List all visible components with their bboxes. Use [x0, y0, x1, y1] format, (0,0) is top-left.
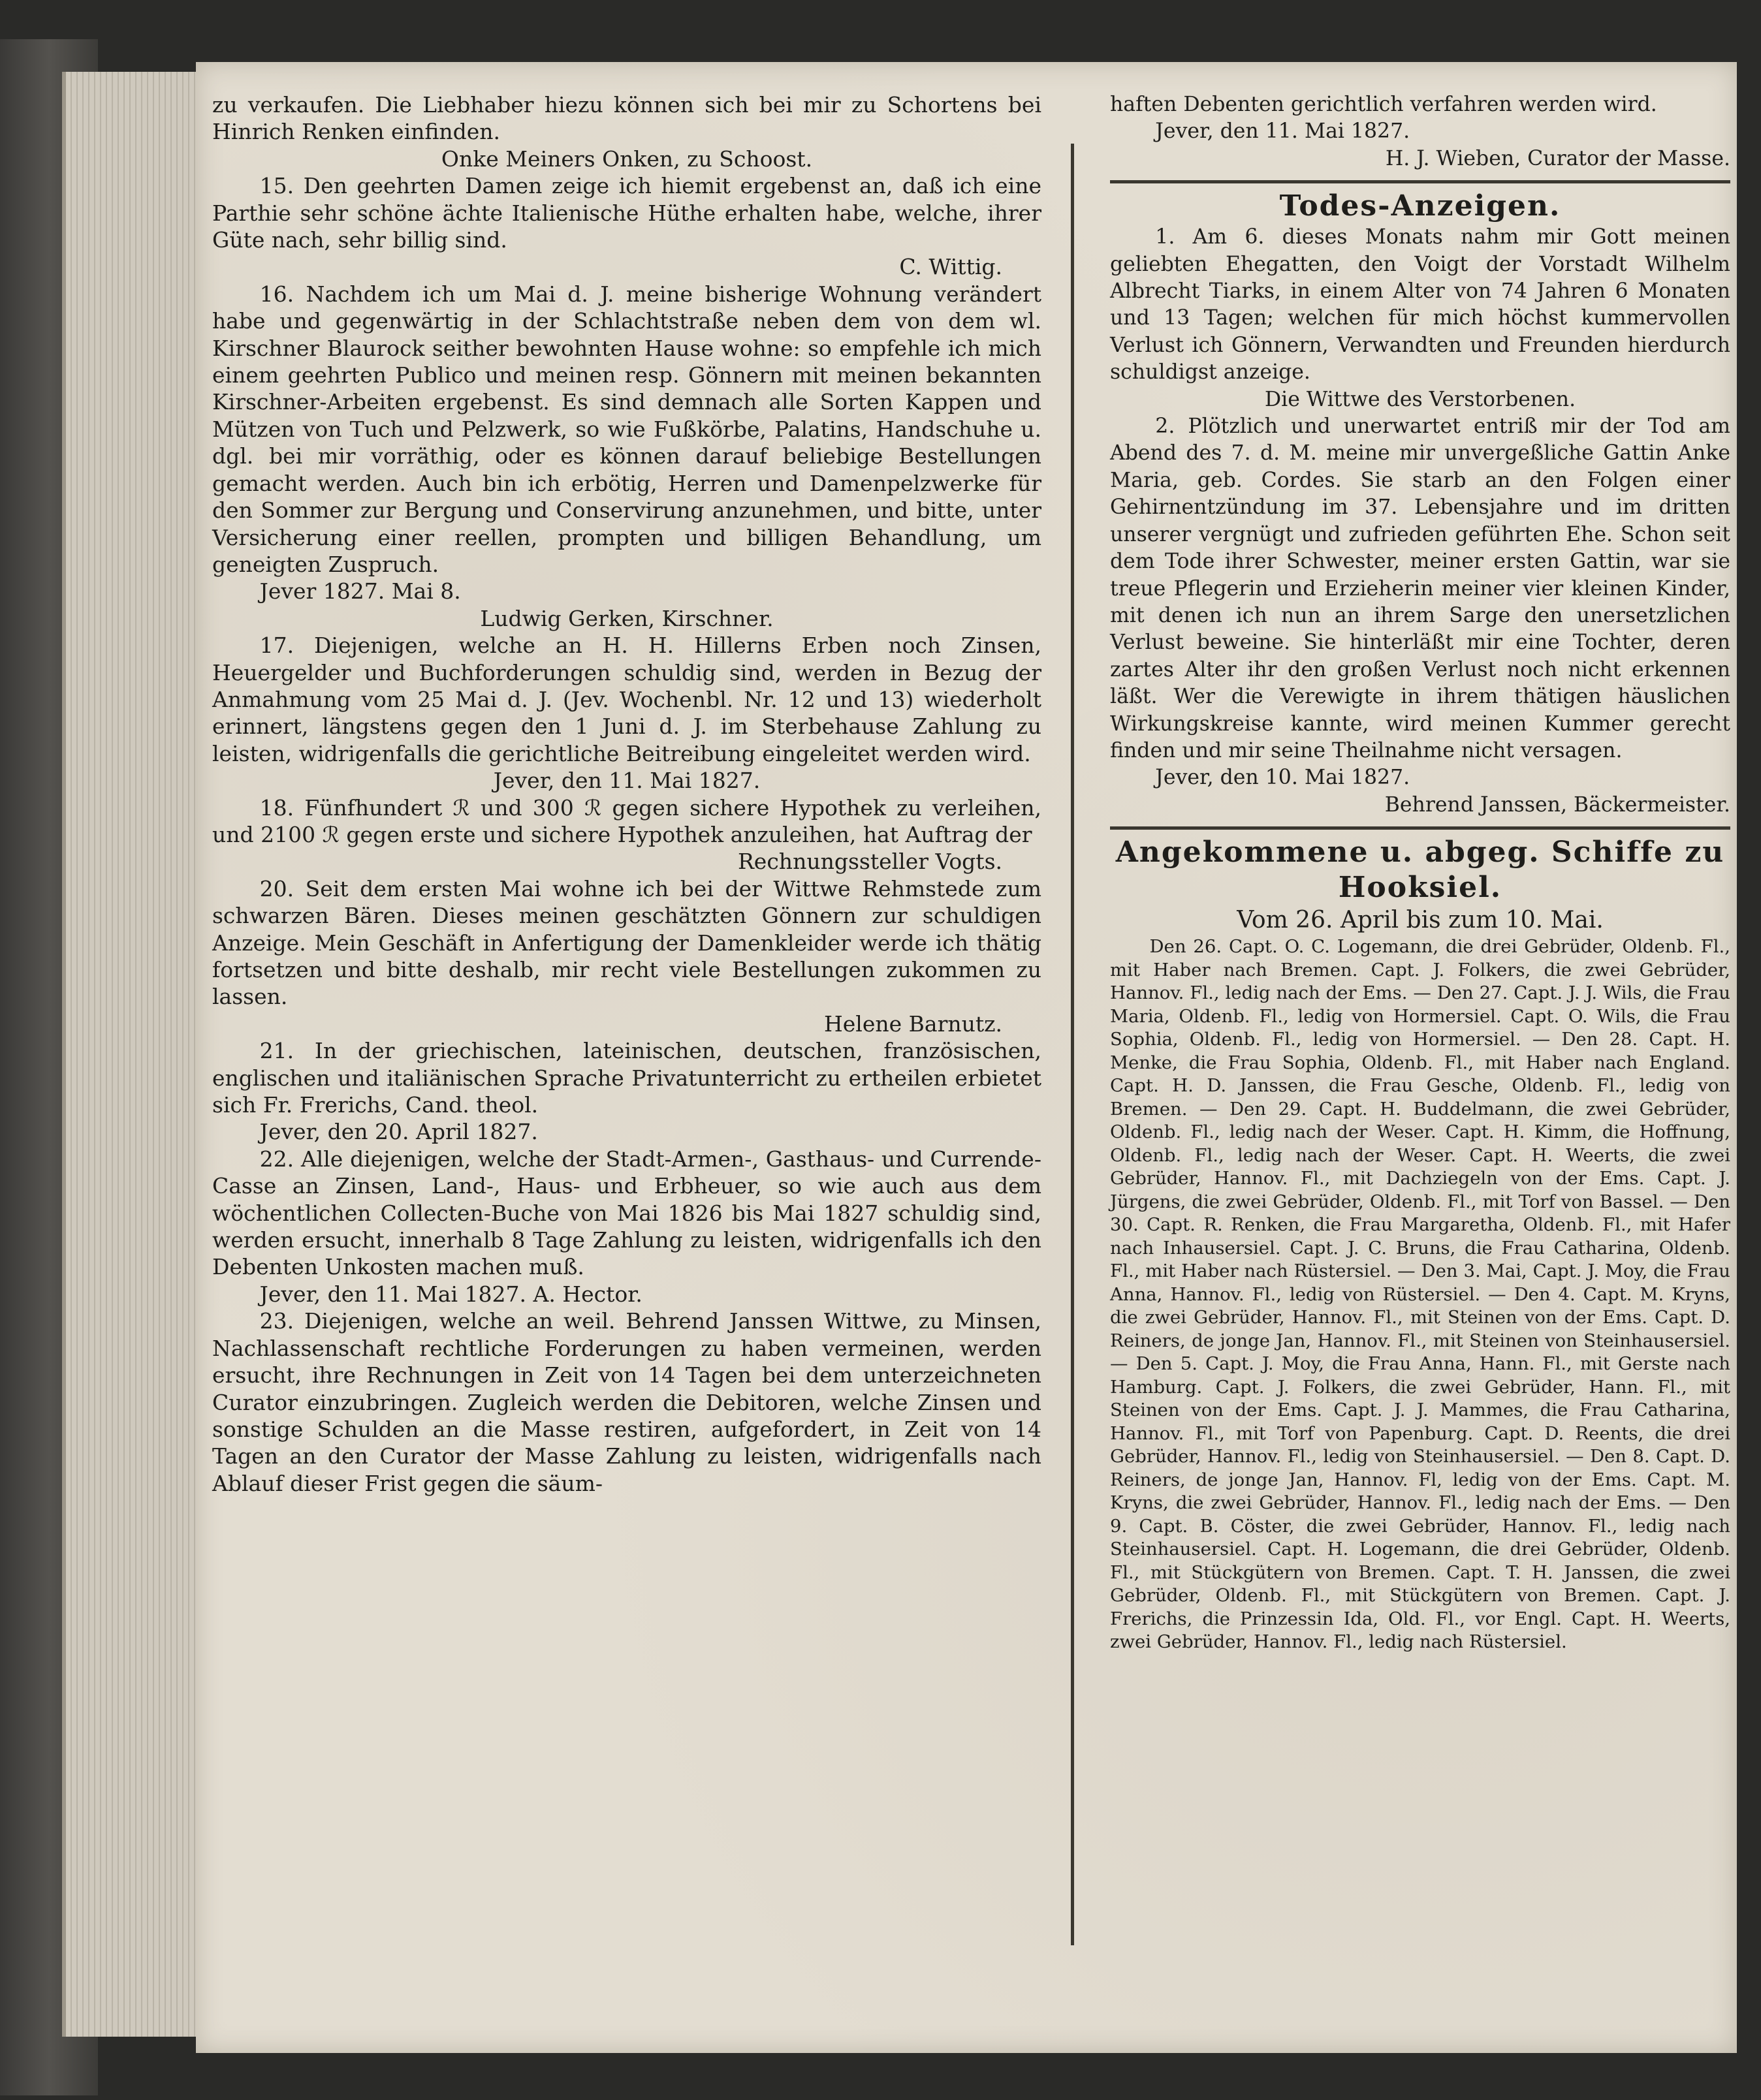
entry-23: 23. Diejenigen, welche an weil. Behrend Janssen Wittwe, zu Minsen, Nachlassenschaft rechtliche Forderungen zu haben vermeinen, werden ersucht, ihre Rechnungen in Zeit von 14 Tagen bei dem unterzeichneten Curator einzubringen. Zugleich werden die Debitoren, welche Zinsen und sonstige Schulden an die Masse restiren, aufgefordert, in Zeit von 14 Tagen an den Curator der Masse Zahlung zu leisten, widrigenfalls nach Ablauf dieser Frist gegen die säum- — [212, 1308, 1041, 1496]
page-stack-edges — [62, 72, 206, 2037]
signature: H. J. Wieben, Curator der Masse. — [1385, 146, 1730, 170]
signature: Rechnungssteller Vogts. — [737, 849, 1002, 875]
entry-22: 22. Alle diejenigen, welche der Stadt-Armen-, Gasthaus- und Currende-Casse an Zinsen, Land-, Haus- und Erbheuer, so wie auch aus dem wöchentlichen Collecten-Buche von Mai 1826 bis Mai 1827 schuldig sind, werden ersucht, innerhalb 8 Tage Zahlung zu leisten, widrigenfalls ich den Debenten Unkosten machen muß. — [212, 1146, 1041, 1280]
signature: C. Wittig. — [899, 254, 1002, 280]
ship-list: Den 26. Capt. O. C. Logemann, die drei Gebrüder, Oldenb. Fl., mit Haber nach Bremen. Capt. J. Folkers, die zwei Gebrüder, Hannov. Fl., ledig nach der Ems. — Den 27. Capt. J. J. Wils, die Frau Maria, Oldenb. Fl., ledig von Hormersiel. Capt. O. Wils, die Frau Sophia, Oldenb. Fl., ledig von Hormersiel. — Den 28. Capt. H. Menke, die Frau Sophia, Oldenb. Fl., mit Haber nach England. Capt. H. D. Janssen, die Frau Gesche, Oldenb. Fl., ledig von Bremen. — Den 29. Capt. H. Buddelmann, die zwei Gebrüder, Oldenb. Fl., ledig nach der Weser. Capt. H. Kimm, die Hoffnung, Oldenb. Fl., ledig nach der Weser. Capt. H. Weerts, die zwei Gebrüder, Hannov. Fl., mit Dachziegeln von der Ems. Capt. J. Jürgens, die zwei Gebrüder, Oldenb. Fl., mit Torf von Bassel. — Den 30. Capt. R. Renken, die Frau Margaretha, Oldenb. Fl., mit Hafer nach Inhausersiel. Capt. J. C. Bruns, die Frau Catharina, Oldenb. Fl., mit Haber nach Rüstersiel. — Den 3. Mai, Capt. J. Moy, die Frau Anna, Hannov. Fl., ledig von Rüstersiel. — Den 4. Capt. M. Kryns, die zwei Gebrüder, Hannov. Fl., mit Steinen von der Ems. Capt. D. Reiners, de jonge Jan, Hannov. Fl., mit Steinen von Steinhausersiel. — Den 5. Capt. J. Moy, die Frau Anna, Hann. Fl., mit Gerste nach Hamburg. Capt. J. Folkers, die zwei Gebrüder, Hann. Fl., mit Steinen von der Ems. Capt. J. J. Mammes, die Frau Catharina, Hannov. Fl., mit Torf von Papenburg. Capt. D. Reents, die drei Gebrüder, Hannov. Fl., ledig von Steinhausersiel. — Den 8. Capt. D. Reiners, de jonge Jan, Hannov. Fl, ledig von der Ems. Capt. M. Kryns, die zwei Gebrüder, Hannov. Fl., ledig nach der Ems. — Den 9. Capt. B. Cöster, die zwei Gebrüder, Hannov. Fl., ledig nach Steinhausersiel. Capt. H. Logemann, die drei Gebrüder, Oldenb. Fl., mit Stückgütern von Bremen. Capt. T. H. Janssen, die zwei Gebrüder, Oldenb. Fl., mit Stückgütern von Bremen. Capt. J. Frerichs, die Prinzessin Ida, Old. Fl., vor Engl. Capt. H. Weerts, zwei Gebrüder, Hannov. Fl., ledig nach Rüstersiel. — [1110, 936, 1730, 1653]
entry-16: 16. Nachdem ich um Mai d. J. meine bisherige Wohnung verändert habe und gegenwärtig in der Schlachtstraße neben dem von dem wl. Kirschner Blaurock seither bewohnten Hause wohne: so empfehle ich mich einem geehrten Publico und meinen resp. Gönnern mit meinen bekannten Kirschner-Arbeiten ergebenst. Es sind demnach alle Sorten Kappen und Mützen von Tuch und Pelzwerk, so wie Fußkörbe, Palatins, Handschuhe u. dgl. bei mir vorräthig, oder es können darauf beliebige Bestellungen gemacht werden. Auch bin ich erbötig, Herren und Damenpelzwerke für den Sommer zur Bergung und Conservirung anzunehmen, und bitte, unter Versicherung einer reellen, prompten und billigen Behandlung, um geneigten Zuspruch. — [212, 281, 1041, 577]
dateline: Jever, den 11. Mai 1827. — [1155, 119, 1410, 144]
dateline: Jever 1827. Mai 8. — [259, 578, 461, 604]
right-column — [1110, 91, 1730, 1654]
left-column — [212, 91, 1041, 1497]
section-subheading: Vom 26. April bis zum 10. Mai. — [1237, 907, 1604, 934]
dateline: Jever, den 11. Mai 1827. — [493, 768, 761, 794]
signature: Behrend Janssen, Bäckermeister. — [1384, 792, 1730, 817]
section-heading: Angekommene u. abgeg. Schiffe zu Hooksiel. — [1115, 836, 1725, 905]
entry-15: 15. Den geehrten Damen zeige ich hiemit ergebenst an, daß ich eine Parthie sehr schöne ächte Italienische Hüthe erhalten habe, welche, ihrer Güte nach, sehr billig sind. — [212, 173, 1041, 253]
entry-18: 18. Fünfhundert ℛ und 300 ℛ gegen sichere Hypothek zu verleihen, und 2100 ℛ gegen erste und sichere Hypothek anzuleihen, hat Auftrag der — [212, 794, 1041, 847]
entry-17: 17. Diejenigen, welche an H. H. Hillerns Erben noch Zinsen, Heuergelder und Buchforderungen schuldig sind, werden in Bezug der Anmahmung vom 25 Mai d. J. (Jev. Wochenbl. Nr. 12 und 13) wiederholt erinnert, längstens gegen den 1 Juni d. J. im Sterbehause Zahlung zu leisten, widrigenfalls die gerichtliche Beitreibung eingeleitet werden wird. — [212, 633, 1041, 766]
dateline-signature: Jever, den 11. Mai 1827. A. Hector. — [259, 1281, 643, 1307]
dateline: Jever, den 20. April 1827. — [259, 1119, 538, 1145]
column-divider — [1071, 144, 1074, 1945]
entry-21: 21. In der griechischen, lateinischen, deutschen, französischen, englischen und italiänischen Sprache Privatunterricht zu ertheilen erbietet sich Fr. Frerichs, Cand. theol. — [212, 1038, 1041, 1118]
death-notice-2: 2. Plötzlich und unerwartet entriß mir der Tod am Abend des 7. d. M. meine mir unvergeßliche Gattin Anke Maria, geb. Cordes. Sie starb an den Folgen einer Gehirnentzündung im 37. Lebensjahre und im dritten unserer vergnügt und zufrieden geführten Ehe. Schon seit dem Tode ihrer Schwester, meiner ersten Gattin, war sie treue Pflegerin und Erzieherin meiner vier kleinen Kinder, mit denen ich nun an ihrem Sarge den unersetzlichen Verlust beweine. Sie hinterläßt mir eine Tochter, deren zartes Alter ihr den großen Verlust noch nicht erkennen läßt. Wer die Verewigte in ihrem thätigen häuslichen Wirkungskreise kannte, wird meinen Kummer gerecht finden und mir seine Theilnahme nicht versagen. — [1110, 415, 1730, 762]
entry-continuation: haften Debenten gerichtlich verfahren werden wird. — [1110, 93, 1657, 116]
dateline: Jever, den 10. Mai 1827. — [1155, 766, 1410, 790]
signature: Helene Barnutz. — [823, 1011, 1002, 1037]
entry-20: 20. Seit dem ersten Mai wohne ich bei der Wittwe Rehmstede zum schwarzen Bären. Dieses meinen geschätzten Gönnern zur schuldigen Anzeige. Mein Geschäft in Anfertigung der Damenkleider werde ich thätig fortsetzen und bitte deshalb, mir recht viele Bestellungen zukommen zu lassen. — [212, 875, 1041, 1010]
death-notice-1: 1. Am 6. dieses Monats nahm mir Gott meinen geliebten Ehegatten, den Voigt der Vorstadt Wilhelm Albrecht Tiarks, in einem Alter von 74 Jahren 6 Monaten und 13 Tagen; welchen für mich höchst kummervollen Verlust ich Gönnern, Verwandten und Freunden hierdurch schuldigst anzeige. — [1110, 225, 1730, 384]
signature: Ludwig Gerken, Kirschner. — [480, 605, 774, 631]
signature: Onke Meiners Onken, zu Schoost. — [441, 146, 813, 172]
entry-continuation: zu verkaufen. Die Liebhaber hiezu können sich bei mir zu Schortens bei Hinrich Renken einfinden. — [212, 92, 1041, 145]
section-heading: Todes-Anzeigen. — [1279, 189, 1561, 223]
section-rule — [1110, 180, 1730, 183]
signature: Die Wittwe des Verstorbenen. — [1264, 387, 1576, 411]
section-rule — [1110, 826, 1730, 830]
